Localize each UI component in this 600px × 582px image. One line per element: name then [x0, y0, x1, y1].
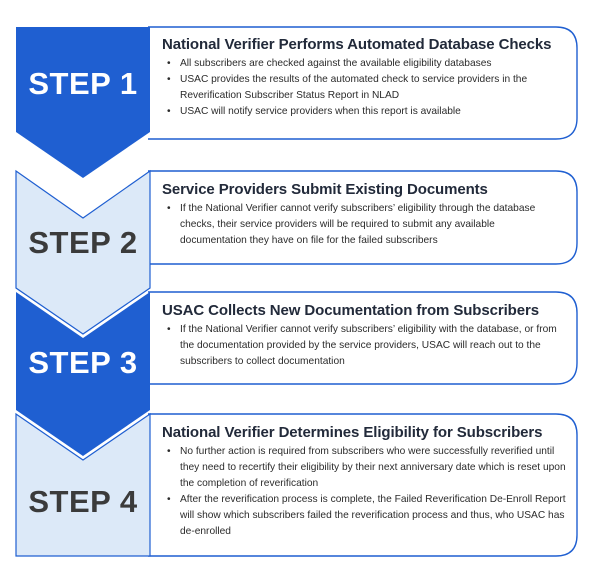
step-1-bullet-2: • USAC provides the results of the automated check to service providers in the Reverification Subscriber Status Report in NLAD — [180, 72, 570, 104]
step-2-bullets — [162, 201, 562, 249]
step-4-content — [162, 424, 568, 540]
step-4-label: STEP 4 — [28, 484, 138, 519]
step-3-label: STEP 3 — [28, 345, 138, 380]
step-3-bullets — [162, 322, 562, 370]
step-1-bullet-3: • USAC will notify service providers when this report is available — [180, 104, 570, 120]
step-1-content — [162, 36, 570, 120]
step-1-label: STEP 1 — [28, 66, 138, 101]
step-2-bullet-1: • If the National Verifier cannot verify subscribers’ eligibility through the database checks, their service providers will be required to submit any available documentation they have on file for the failed subscribers — [180, 201, 562, 249]
step-3-bullet-1: • If the National Verifier cannot verify subscribers’ eligibility with the database, or from the documentation provided by the service providers, USAC will reach out to the subscribers to collect documentation — [180, 322, 562, 370]
step-4-bullet-2: • After the reverification process is complete, the Failed Reverification De-Enroll Report will show which subscribers failed the reverification process and thus, who USAC has de-enrolled — [180, 492, 568, 540]
step-1-chevron — [16, 27, 150, 178]
step-2-label: STEP 2 — [28, 225, 138, 260]
step-3-title: USAC Collects New Documentation from Subscribers — [162, 302, 539, 319]
step-1-bullets — [162, 56, 570, 120]
step-2-title: Service Providers Submit Existing Documents — [162, 181, 488, 198]
step-1-bullet-1: • All subscribers are checked against the available eligibility databases — [180, 56, 570, 72]
step-4-bullets — [162, 444, 568, 540]
step-3-content — [162, 302, 562, 370]
step-4-bullet-1: • No further action is required from subscribers who were successfully reverified until they need to recertify their eligibility by their next anniversary date which is reset upon the completion of reverification — [180, 444, 568, 492]
step-4-title: National Verifier Determines Eligibility for Subscribers — [162, 424, 543, 441]
step-1-title: National Verifier Performs Automated Database Checks — [162, 36, 552, 53]
step-2-content — [162, 181, 562, 249]
